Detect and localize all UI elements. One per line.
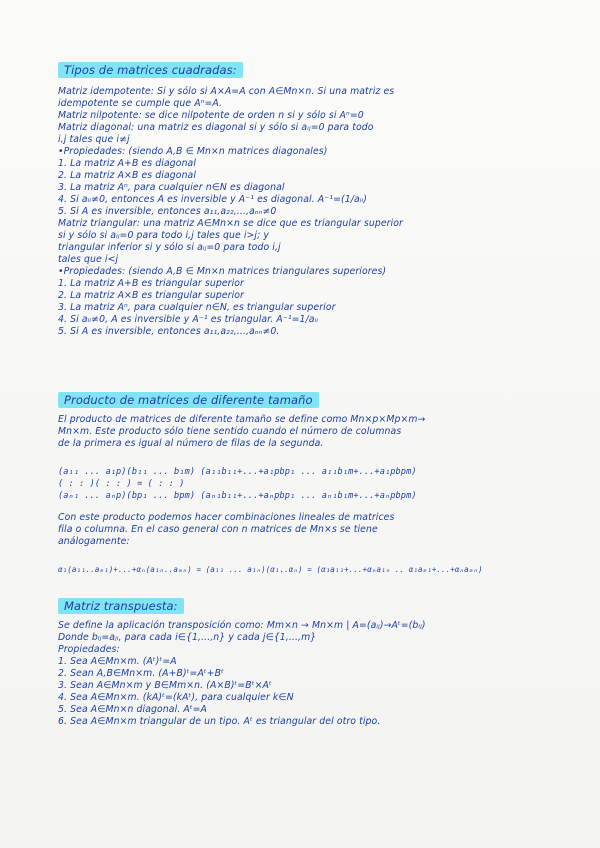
section-2-title: Producto de matrices de diferente tamaño [58, 392, 319, 408]
text-line: 2. La matriz A×B es triangular superior [58, 290, 244, 301]
text-line: 4. Si aᵢᵢ≠0, entonces A es inversible y A⁻¹ es diagonal. A⁻¹=(1/aᵢᵢ) [58, 194, 367, 205]
text-line: 5. Sea A∈Mn×n diagonal. Aᵗ=A [58, 704, 208, 715]
text-line: El producto de matrices de diferente tamaño se define como Mn×p×Mp×m→ [58, 414, 426, 425]
text-line: Matriz diagonal: una matriz es diagonal si y sólo si aᵢⱼ=0 para todo [58, 122, 374, 133]
text-line: 2. La matriz A×B es diagonal [58, 170, 197, 181]
text-line: tales que i<j [58, 254, 119, 265]
text-line: Donde bᵢⱼ=aⱼᵢ, para cada i∈{1,...,n} y cada j∈{1,...,m} [58, 632, 317, 643]
text-line: Matriz triangular: una matriz A∈Mn×n se dice que es triangular superior [58, 218, 403, 229]
matrix-product [58, 466, 578, 502]
matrix-line: ( : : )( : : ) = ( : : ) [58, 479, 185, 489]
text-line: •Propiedades: (siendo A,B ∈ Mn×n matrices diagonales) [58, 146, 328, 157]
matrix-line: α₁(a₁₁..aₘ₁)+...+αₙ(a₁ₙ..aₘₙ) = (a₁₁ ... a₁ₙ)(α₁..αₙ) = (α₁a₁₁+...+αₙa₁ₙ .. α₁aₘ₁+...+αₙaₘₙ) [58, 565, 483, 574]
linear-combination [58, 564, 578, 576]
section-3-body [58, 620, 578, 728]
text-line: Se define la aplicación transposición como: Mm×n → Mn×m | A=(aᵢⱼ)→Aᵗ=(bᵢⱼ) [58, 620, 426, 631]
text-line: 4. Si aᵢᵢ≠0, A es inversible y A⁻¹ es triangular. A⁻¹=1/aᵢᵢ [58, 314, 319, 325]
text-line: 3. Sean A∈Mn×m y B∈Mm×n. (A×B)ᵗ=Bᵗ×Aᵗ [58, 680, 272, 691]
text-line: fila o columna. En el caso general con n matrices de Mn×s se tiene [58, 524, 378, 535]
text-line: •Propiedades: (siendo A,B ∈ Mn×n matrices triangulares superiores) [58, 266, 387, 277]
section-title [58, 392, 578, 408]
matrix-line: (a₁₁ ... a₁p)(b₁₁ ... b₁m) (a₁₁b₁₁+...+a₁pbp₁ ... a₁₁b₁m+...+a₁pbpm) [58, 467, 417, 477]
text-line: Matriz idempotente: Si y sólo si A×A=A con A∈Mn×n. Si una matriz es [58, 86, 395, 97]
text-line: Matriz nilpotente: se dice nilpotente de orden n si y sólo si Aⁿ=0 [58, 110, 364, 121]
text-line: 1. La matriz A+B es diagonal [58, 158, 197, 169]
text-line: si y sólo si aᵢⱼ=0 para todo i,j tales que i>j; y [58, 230, 270, 241]
section-2-body [58, 414, 578, 450]
text-line: 3. La matriz Aⁿ, para cualquier n∈N, es triangular superior [58, 302, 336, 313]
section-3-title: Matriz transpuesta: [58, 598, 184, 614]
text-line: de la primera es igual al número de filas de la segunda. [58, 438, 324, 449]
text-line: Mn×m. Este producto sólo tiene sentido cuando el número de columnas [58, 426, 402, 437]
section-2-body-cont [58, 512, 578, 548]
text-line: 6. Sea A∈Mn×m triangular de un tipo. Aᵗ es triangular del otro tipo. [58, 716, 381, 727]
text-line: 1. La matriz A+B es triangular superior [58, 278, 244, 289]
text-line: 4. Sea A∈Mn×m. (kA)ᵗ=(kAᵗ), para cualquier k∈N [58, 692, 294, 703]
text-line: triangular inferior si y sólo si aᵢⱼ=0 para todo i,j [58, 242, 281, 253]
text-line: idempotente se cumple que Aⁿ=A. [58, 98, 223, 109]
text-line: análogamente: [58, 536, 130, 547]
text-line: Propiedades: [58, 644, 120, 655]
text-line: 2. Sean A,B∈Mn×m. (A+B)ᵗ=Aᵗ+Bᵗ [58, 668, 224, 679]
text-line: 3. La matriz Aⁿ, para cualquier n∈N es diagonal [58, 182, 285, 193]
section-1-body [58, 86, 578, 338]
section-title [58, 598, 578, 614]
section-1-title: Tipos de matrices cuadradas: [58, 62, 243, 78]
section-title [58, 62, 578, 78]
text-line: 5. Si A es inversible, entonces a₁₁,a₂₂,...,aₙₙ≠0 [58, 206, 277, 217]
text-line: i,j tales que i≠j [58, 134, 130, 145]
text-line: Con este producto podemos hacer combinaciones lineales de matrices [58, 512, 395, 523]
matrix-line: (aₙ₁ ... aₙp)(bp₁ ... bpm) (aₙ₁b₁₁+...+aₙpbp₁ ... aₙ₁b₁m+...+aₙpbpm) [58, 491, 417, 501]
text-line: 1. Sea A∈Mn×m. (Aᵗ)ᵗ=A [58, 656, 177, 667]
text-line: 5. Si A es inversible, entonces a₁₁,a₂₂,...,aₙₙ≠0. [58, 326, 280, 337]
